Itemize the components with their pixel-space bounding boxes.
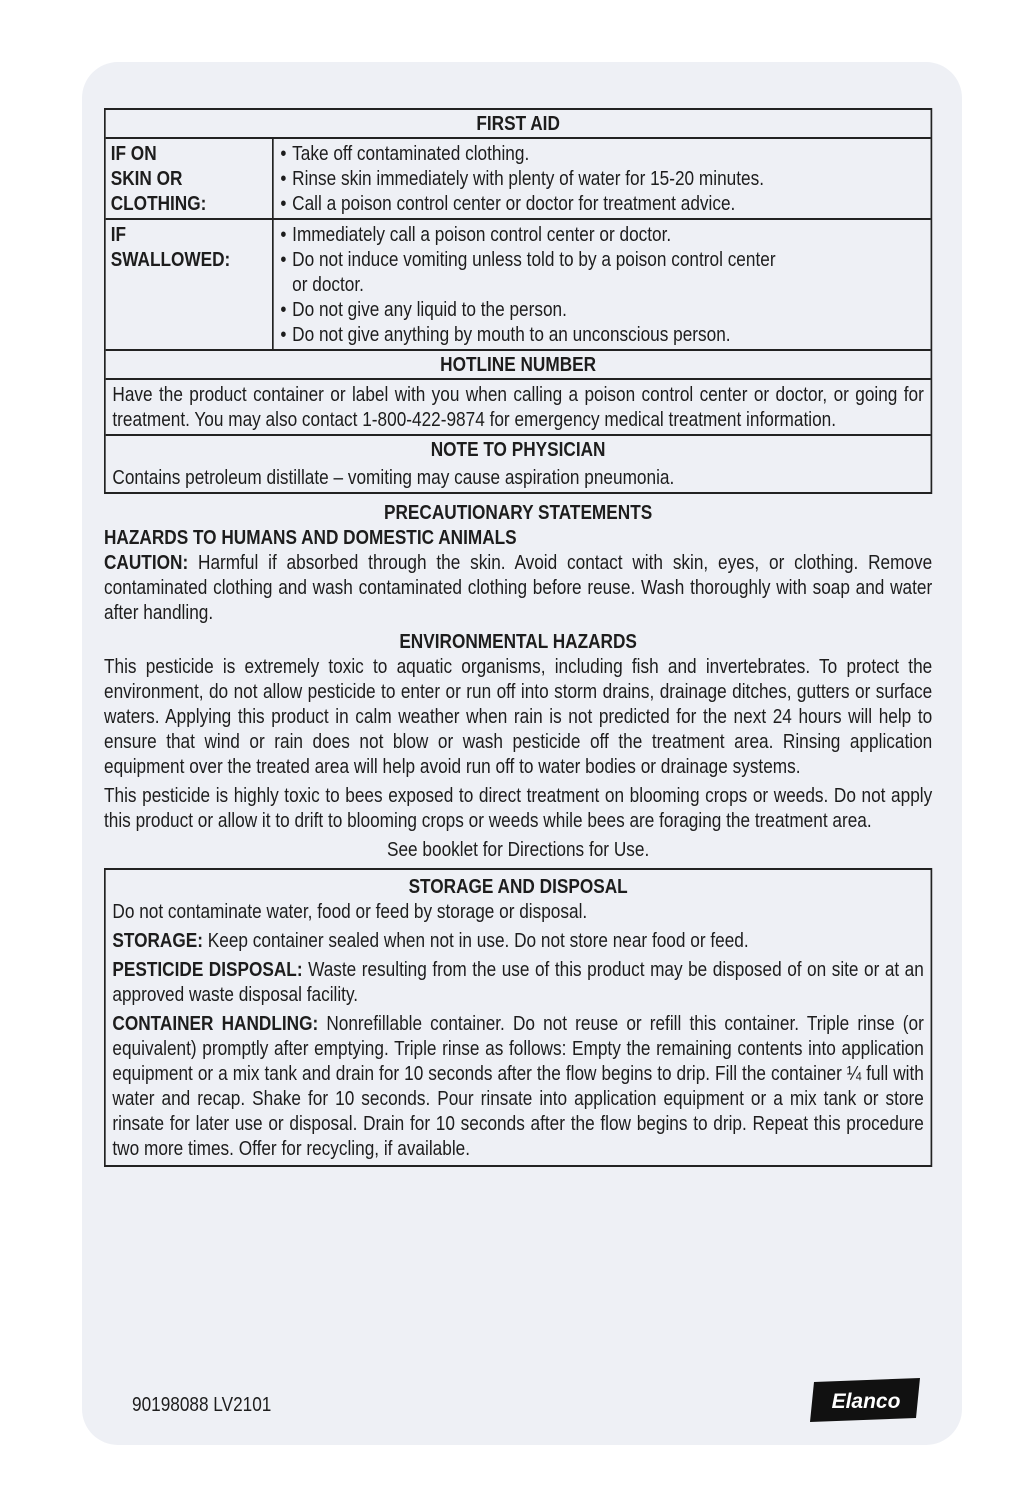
storage-text: Keep container sealed when not in use. Do not store near food or feed. — [207, 929, 749, 952]
swallowed-label: IF SWALLOWED: — [106, 220, 274, 349]
list-item: • Do not give anything by mouth to an unconscious person. — [279, 322, 926, 347]
hotline-text: Have the product container or label with you when calling a poison control center or doctor, or going for treatment. You may also contact 1-800-422-9874 for emergency medical treatment information. — [106, 380, 931, 436]
physician-text: Contains petroleum distillate – vomiting may cause aspiration pneumonia. — [112, 466, 675, 489]
see-booklet: See booklet for Directions for Use. — [386, 838, 650, 861]
skin-instructions — [274, 139, 931, 218]
caution-paragraph — [104, 550, 932, 625]
environmental-text-2: This pesticide is highly toxic to bees exposed to direct treatment on blooming crops or weeds. Do not apply this product or allow it to drift to blooming crops or weeds while bees are foraging the treatment area. — [104, 784, 933, 832]
label-content — [104, 108, 932, 1167]
list-item-continuation: or doctor. — [292, 273, 364, 296]
list-item: • Immediately call a poison control center or doctor. — [279, 222, 926, 247]
first-aid-title: FIRST AID — [106, 110, 931, 139]
container-handling-paragraph — [112, 1011, 923, 1161]
first-aid-row-skin — [106, 139, 931, 220]
container-handling-text: Nonrefillable container. Do not reuse or refill this container. Triple rinse (or equivalent) promptly after emptying. Triple rinse as follows: Empty the remaining contents into application equipment or a mix tank and drain for 10 seconds after the flow begins to drip. Fill the container ¼ full with water and recap. Shake for 10 seconds. Pour rinsate into application equipment or a mix tank or store rinsate for later use or disposal. Drain for 10 seconds after the flow begins to drip. Repeat this procedure two more times. Offer for recycling, if available. — [112, 1012, 924, 1160]
storage-intro: Do not contaminate water, food or feed by storage or disposal. — [112, 900, 588, 923]
elanco-logo-text: Elanco — [831, 1390, 901, 1413]
environmental-title: ENVIRONMENTAL HAZARDS — [399, 630, 637, 653]
list-item: • Call a poison control center or doctor for treatment advice. — [279, 191, 926, 216]
caution-text: Harmful if absorbed through the skin. Avoid contact with skin, eyes, or clothing. Remove contaminated clothing and wash contaminated clothing before reuse. Wash thoroughly with soap and water after handling. — [104, 551, 933, 624]
pesticide-disposal-label: PESTICIDE DISPOSAL: — [112, 958, 303, 981]
storage-paragraph — [112, 928, 923, 953]
list-item: • Take off contaminated clothing. — [279, 141, 926, 166]
storage-title: STORAGE AND DISPOSAL — [408, 875, 628, 898]
storage-label: STORAGE: — [112, 929, 203, 952]
first-aid-row-swallowed — [106, 220, 931, 351]
label-card — [82, 62, 962, 1445]
container-handling-label: CONTAINER HANDLING: — [112, 1012, 319, 1035]
first-aid-table — [104, 108, 932, 494]
product-code: 90198088 LV2101 — [132, 1394, 272, 1416]
list-item: • Do not give any liquid to the person. — [279, 297, 926, 322]
hazards-title: HAZARDS TO HUMANS AND DOMESTIC ANIMALS — [104, 526, 517, 549]
swallowed-instructions — [274, 220, 931, 349]
list-item: • Rinse skin immediately with plenty of water for 15-20 minutes. — [279, 166, 926, 191]
skin-label: IF ON SKIN OR CLOTHING: — [106, 139, 274, 218]
precautionary-title: PRECAUTIONARY STATEMENTS — [384, 501, 653, 524]
physician-title: NOTE TO PHYSICIAN — [430, 438, 606, 461]
pesticide-disposal-paragraph — [112, 957, 923, 1007]
hotline-title: HOTLINE NUMBER — [106, 351, 931, 380]
pesticide-disposal-text: Waste resulting from the use of this product may be disposed of on site or at an approved waste disposal facility. — [112, 958, 924, 1006]
storage-box — [104, 868, 932, 1167]
elanco-logo — [808, 1378, 924, 1422]
list-item: • Do not induce vomiting unless told to by a poison control center — [279, 247, 926, 272]
caution-label: CAUTION: — [104, 551, 189, 574]
environmental-text-1: This pesticide is extremely toxic to aquatic organisms, including fish and invertebrates. To protect the environment, do not allow pesticide to enter or run off into storm drains, drainage ditches, gutters or surface waters. Applying this product in calm weather when rain is not predicted for the next 24 hours will help to ensure that wind or rain does not blow or wash pesticide off the treatment area. Rinsing application equipment over the treated area will help avoid run off to water bodies or drainage systems. — [104, 655, 933, 778]
